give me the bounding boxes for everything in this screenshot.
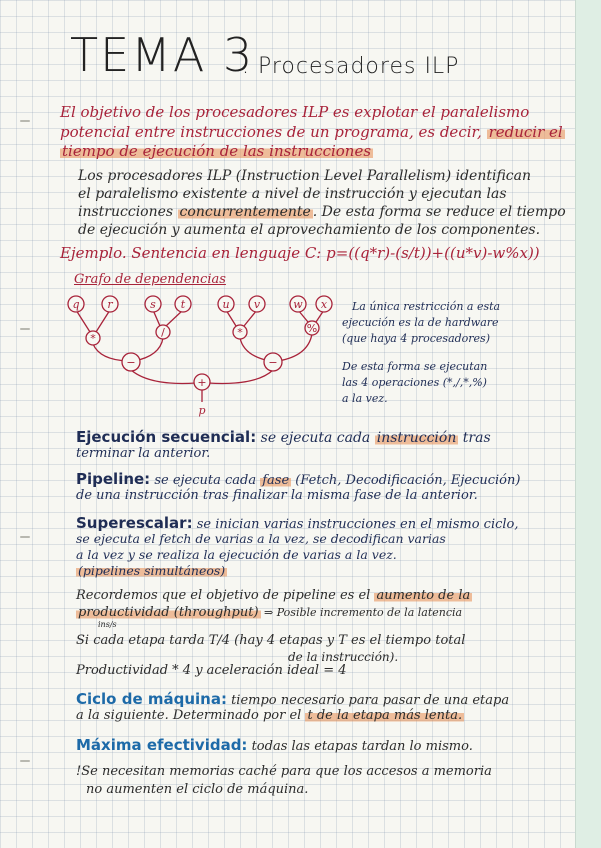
- edge: [96, 310, 110, 332]
- highlight: reducir el: [488, 123, 563, 141]
- highlight: concurrentemente: [179, 204, 311, 220]
- secuencial-heading: Ejecución secuencial:: [76, 428, 257, 446]
- super-line-1: Superescalar: se inician varias instrucciones en el mismo ciclo,: [76, 514, 519, 532]
- edge: [131, 370, 196, 383]
- graph-op-node-label: *: [237, 326, 243, 339]
- graph-note-1-line-3: (que haya 4 procesadores): [342, 332, 490, 345]
- highlight: fase: [262, 473, 290, 488]
- graph-note-1-line-2: ejecución es la de hardware: [342, 316, 499, 329]
- pipeline-line-2: de una instrucción tras finalizar la misma fase de la anterior.: [76, 488, 478, 503]
- highlight: instrucción: [376, 430, 457, 446]
- graph-leaf-label: q: [72, 298, 80, 311]
- recordemos-line-5: Productividad * 4 y aceleración ideal = 4: [76, 663, 347, 678]
- recordemos-line-1: Recordemos que el objetivo de pipeline es el aumento de la: [76, 588, 471, 603]
- ciclo-heading: Ciclo de máquina:: [76, 690, 227, 708]
- recordemos-line-3: Si cada etapa tarda T/4 (hay 4 etapas y T es el tiempo total: [76, 633, 466, 648]
- example-formula: p=((q*r)-(s/t))+((u*v)-w%x)): [326, 244, 540, 262]
- intro-line-2: potencial entre instrucciones de un programa, es decir, reducir el: [60, 123, 563, 141]
- graph-note-1-line-1: La única restricción a esta: [352, 300, 501, 313]
- page-title: TEMA 3: [70, 28, 255, 82]
- graph-leaf-label: s: [150, 298, 156, 311]
- graph-leaf-label: u: [222, 298, 230, 311]
- para2-line-2: el paralelismo existente a nivel de instrucción y ejecutan las: [78, 186, 507, 202]
- recordemos-line-2: productividad (throughput) ⇒ Posible incremento de la latencia: [78, 605, 463, 620]
- highlight: t de la etapa más lenta.: [307, 708, 463, 723]
- pipeline-line-1: Pipeline: se ejecuta cada fase (Fetch, Decodificación, Ejecución): [76, 470, 521, 488]
- edge: [76, 310, 90, 332]
- highlight: productividad (throughput): [78, 605, 259, 620]
- super-line-2: se ejecuta el fetch de varias a la vez, se decodifican varias: [76, 531, 446, 546]
- graph-leaf-label: w: [293, 298, 303, 311]
- recordemos-line-4: de la instrucción).: [288, 650, 399, 664]
- graph-leaf-label: x: [320, 298, 328, 311]
- maxima-line: Máxima efectividad: todas las etapas tardan lo mismo.: [76, 736, 473, 754]
- graph-note-2-line-1: De esta forma se ejecutan: [342, 360, 488, 373]
- secuencial-line-1: Ejecución secuencial: se ejecuta cada instrucción tras: [76, 428, 491, 446]
- superescalar-heading: Superescalar:: [76, 514, 193, 532]
- secuencial-line-2: terminar la anterior.: [76, 446, 211, 461]
- pipeline-heading: Pipeline:: [76, 470, 151, 488]
- example-line: Ejemplo. Sentencia en lenguaje C: p=((q*r)-(s/t))+((u*v)-w%x)): [60, 244, 540, 262]
- para2-line-3: instrucciones concurrentemente . De esta forma se reduce el tiempo: [78, 204, 566, 220]
- graph-leaf-label: v: [253, 298, 261, 311]
- maxima-heading: Máxima efectividad:: [76, 736, 248, 754]
- page-subtitle: . Procesadores ILP: [242, 54, 460, 79]
- highlight: (pipelines simultáneos): [78, 563, 226, 578]
- graph-op-node-label: −: [126, 356, 136, 369]
- graph-root-node-label: +: [197, 376, 207, 389]
- graph-op-node-label: *: [90, 332, 96, 345]
- ciclo-line-1: Ciclo de máquina: tiempo necesario para pasar de una etapa: [76, 690, 510, 708]
- super-line-3: a la vez y se realiza la ejecución de varias a la vez.: [76, 547, 397, 562]
- graph-leaf-label: t: [180, 298, 186, 311]
- margin-mark: [20, 536, 30, 538]
- highlight: tiempo de ejecución de las instrucciones: [62, 142, 372, 160]
- margin-mark: [20, 760, 30, 762]
- graph-op-node-label: %: [306, 322, 318, 335]
- nota-line-1: !Se necesitan memorias caché para que los accesos a memoria: [76, 764, 492, 779]
- ciclo-line-2: a la siguiente. Determinado por el t de la etapa más lenta.: [76, 708, 463, 723]
- graph-note-2-line-2: las 4 operaciones (*,/,*,%): [342, 376, 487, 389]
- edge: [278, 334, 312, 361]
- edge: [208, 370, 273, 383]
- para2-line-1: Los procesadores ILP (Instruction Level Parallelism) identifican: [78, 168, 532, 184]
- graph-leaf-label: r: [107, 298, 113, 311]
- nota-line-2: no aumenten el ciclo de máquina.: [86, 782, 309, 797]
- dependency-graph: [0, 0, 575, 420]
- super-line-4: [76, 563, 227, 578]
- graph-op-node-label: /: [161, 326, 165, 339]
- edge: [166, 310, 183, 326]
- graph-result-label: p: [198, 404, 206, 417]
- highlight: aumento de la: [376, 588, 471, 603]
- graph-note-2-line-3: a la vez.: [342, 392, 388, 405]
- para2-line-4: de ejecución y aumenta el aprovechamiento de los componentes.: [78, 222, 541, 238]
- page-divider-tab: [575, 0, 601, 848]
- graph-op-node-label: −: [268, 356, 278, 369]
- graph-title: Grafo de dependencias: [74, 272, 226, 287]
- intro-line-1: El objetivo de los procesadores ILP es explotar el paralelismo: [60, 103, 530, 121]
- throughput-unit: ins/s: [98, 620, 117, 629]
